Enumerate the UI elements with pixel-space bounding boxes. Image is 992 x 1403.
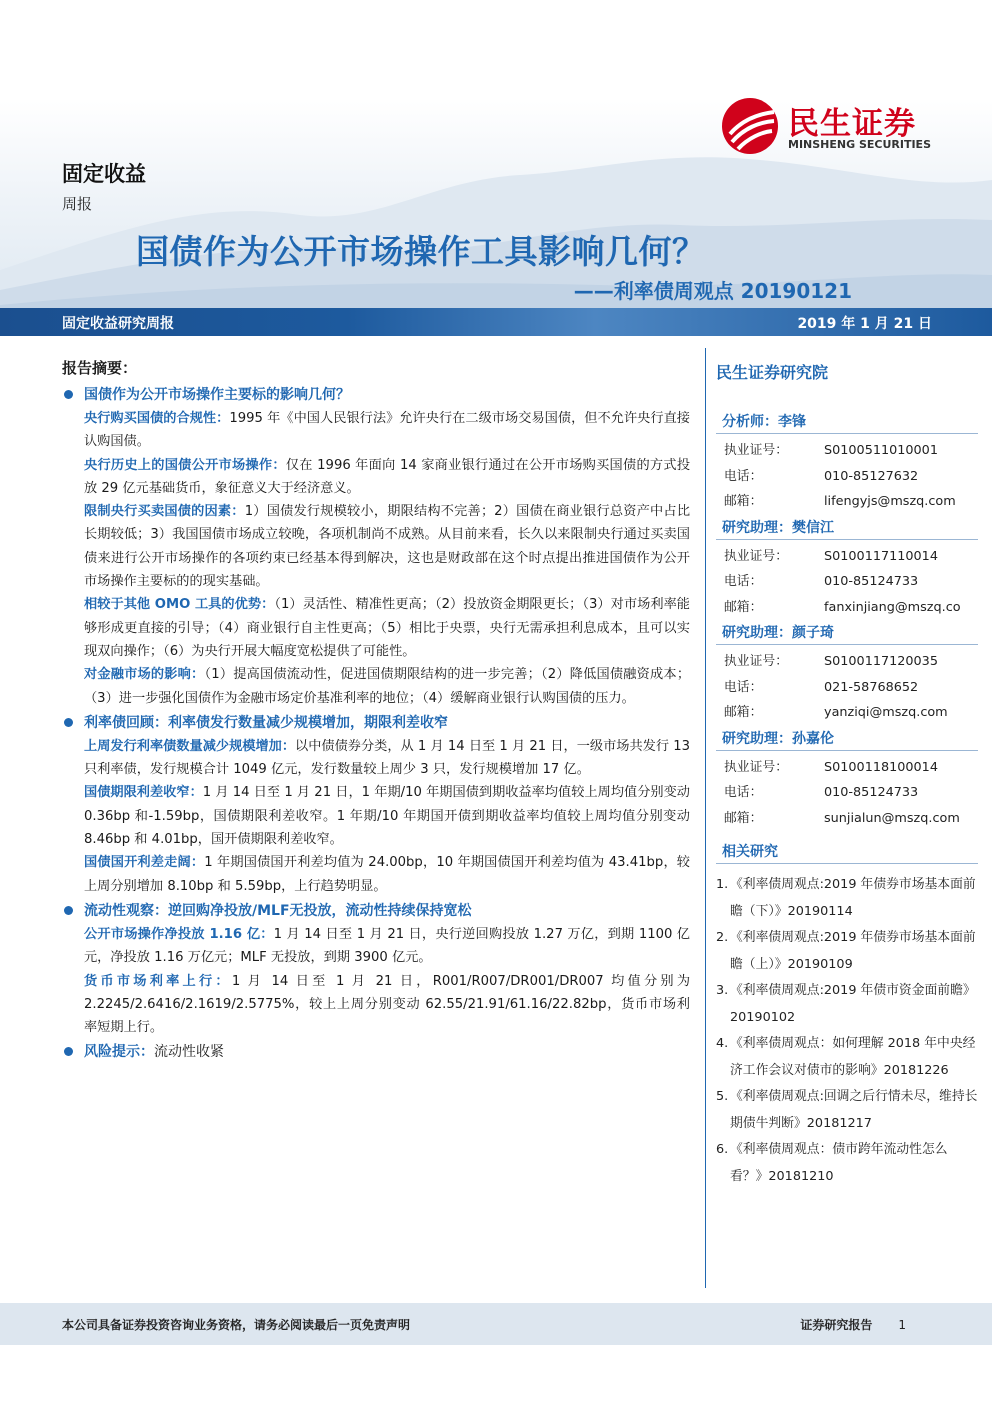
- email-row: 邮箱： lifengyjs@mszq.com: [716, 489, 978, 515]
- related-research-item[interactable]: 4. 《利率债周观点：如何理解 2018 年中央经济工作会议对债市的影响》20181226: [716, 1036, 976, 1078]
- section-heading: 国债作为公开市场操作主要标的影响几何？: [62, 384, 690, 407]
- bullet-icon: [64, 906, 73, 915]
- header-bar: [0, 308, 992, 336]
- analyst-block: [716, 517, 978, 621]
- section-heading: 利率债回顾：利率债发行数量减少规模增加，期限利差收窄: [62, 712, 690, 735]
- header-bar-label: 固定收益研究周报: [62, 316, 174, 332]
- phone-row: 电话： 010-85124733: [724, 785, 919, 800]
- summary-section: [62, 900, 690, 1039]
- page-footer: [0, 1303, 992, 1345]
- company-logo: [720, 96, 950, 156]
- summary-paragraph: 限制央行买卖国债的因素：1）国债发行规模较小，期限结构不完善；2）国债在商业银行总资产中占比长期较低；3）我国国债市场成立较晚，各项机制尚不成熟。从目前来看，长久以来限制央行通过买卖国债来进行公开市场操作的各项约束已经基本得到解决，这也是财政部在这个时点提出推进国债作为公开市场操作主要标的的现实基础。: [84, 504, 691, 590]
- bullet-icon: [64, 390, 73, 399]
- summary-paragraph: 上周发行利率债数量减少规模增加：以中债债券分类，从 1 月 14 日至 1 月 21 日，一级市场共发行 13 只利率债，发行规模合计 1049 亿元，发行数量较上周少 3 只，发行规模增加 17 亿。: [84, 738, 690, 778]
- email-link[interactable]: fanxinjiang@mszq.co: [824, 599, 961, 615]
- analyst-block: [716, 411, 978, 515]
- summary-paragraph: 相较于其他 OMO 工具的优势：（1）灵活性、精准性更高；（2）投放资金期限更长；（3）对市场利率能够形成更直接的引导；（4）商业银行自主性更高；（5）相比于央票，央行无需承担利息成本，且可以实现双向操作；（6）为央行开展大幅度宽松提供了可能性。: [84, 597, 690, 659]
- summary-section: [62, 384, 690, 710]
- summary-paragraph: 货币市场利率上行：1 月 14 日至 1 月 21 日，R001/R007/DR001/DR007 均值分别为 2.2245/2.6416/2.1619/2.5775%，较上上周分别变动 62.55/21.91/61.16/22.82bp，货币市场利率短期上行。: [84, 973, 691, 1036]
- section-heading: 流动性观察：逆回购净投放/MLF无投放，流动性持续保持宽松: [62, 900, 690, 923]
- email-row: 邮箱： yanziqi@mszq.com: [716, 700, 978, 726]
- summary-paragraph: 公开市场操作净投放 1.16 亿：1 月 14 日至 1 月 21 日，央行逆回购投放 1.27 万亿，到期 1100 亿元，净投放 1.16 万亿元；MLF 无投放，到期 3900 亿元。: [84, 926, 690, 966]
- related-research-item[interactable]: 1. 《利率债周观点:2019 年债券市场基本面前瞻（下）》20190114: [716, 877, 976, 919]
- report-header: [0, 0, 992, 336]
- phone-row: 电话： 010-85127632: [724, 468, 919, 484]
- summary-paragraph: 国债国开利差走阔：1 年期国债国开利差均值为 24.00bp，10 年期国债国开利差均值为 43.41bp，较上周分别增加 8.10bp 和 5.59bp，上行趋势明显。: [84, 855, 690, 894]
- phone-row: 电话： 010-85124733: [724, 574, 919, 589]
- analyst-name: 研究助理：颜子琦: [716, 622, 978, 645]
- email-row: 邮箱： fanxinjiang@mszq.co: [716, 595, 978, 621]
- summary-column: [62, 357, 690, 1066]
- phone-row: 电话： 021-58768652: [724, 679, 919, 695]
- analyst-name: 研究助理：樊信江: [716, 517, 978, 540]
- risk-warning: 风险提示：流动性收紧: [62, 1041, 690, 1064]
- bullet-icon: [64, 718, 73, 727]
- report-category: 固定收益: [62, 162, 146, 186]
- sidebar: [716, 360, 978, 1190]
- bullet-icon: [64, 1047, 73, 1056]
- column-divider: [705, 348, 706, 1288]
- summary-section: [62, 712, 690, 898]
- license-row: 执业证号： S0100117120035: [724, 654, 938, 669]
- summary-title: 报告摘要：: [62, 359, 138, 377]
- license-row: 执业证号： S0100117110014: [724, 548, 938, 564]
- related-research-item[interactable]: 3. 《利率债周观点:2019 年债市资金面前瞻》20190102: [716, 983, 976, 1025]
- page-number: 1: [898, 1318, 906, 1332]
- disclaimer-text: 本公司具备证券投资咨询业务资格，请务必阅读最后一页免责声明: [62, 1318, 411, 1332]
- analyst-block: [716, 622, 978, 726]
- summary-paragraph: 对金融市场的影响：（1）提高国债流动性，促进国债期限结构的进一步完善；（2）降低国债融资成本；（3）进一步强化国债作为金融市场定价基准利率的地位；（4）缓解商业银行认购国债的压力。: [84, 667, 691, 706]
- minsheng-logo-icon: [720, 96, 780, 156]
- related-research-item[interactable]: 6. 《利率债周观点：债市跨年流动性怎么看？》20181210: [716, 1142, 948, 1184]
- email-link[interactable]: lifengyjs@mszq.com: [824, 494, 956, 509]
- report-date: 2019 年 1 月 21 日: [797, 316, 932, 332]
- summary-paragraph: 央行购买国债的合规性：1995 年《中国人民银行法》允许央行在二级市场交易国债，但不允许央行直接认购国债。: [84, 411, 690, 450]
- analyst-name: 研究助理：孙嘉伦: [716, 728, 978, 751]
- summary-paragraph: 国债期限利差收窄：1 月 14 日至 1 月 21 日，1 年期/10 年期国债到期收益率均值较上周均值分别变动 0.36bp 和-1.59bp，国债期限利差收窄。1 年期/10 年期国开债到期收益率均值较上周均值分别变动 8.46bp 和 4.01bp，国开债期限利差收窄。: [84, 785, 690, 848]
- related-research-item[interactable]: 2. 《利率债周观点:2019 年债券市场基本面前瞻（上）》20190109: [716, 930, 976, 972]
- license-row: 执业证号： S0100118100014: [724, 759, 938, 775]
- logo-chinese-name: 民生证券: [788, 106, 916, 142]
- related-research-heading: 相关研究: [716, 841, 978, 864]
- email-link[interactable]: sunjialun@mszq.com: [824, 810, 960, 826]
- email-row: 邮箱： sunjialun@mszq.com: [716, 806, 978, 832]
- report-subtitle: ——利率债周观点 20190121: [573, 279, 852, 303]
- analyst-name: 分析师：李锋: [716, 411, 978, 434]
- summary-paragraph: 央行历史上的国债公开市场操作：仅在 1996 年面向 14 家商业银行通过在公开市场购买国债的方式投放 29 亿元基础货币，象征意义大于经济意义。: [84, 457, 691, 496]
- email-link[interactable]: yanziqi@mszq.com: [824, 705, 948, 720]
- license-row: 执业证号： S0100511010001: [724, 443, 938, 458]
- report-title: 国债作为公开市场操作工具影响几何？: [136, 232, 706, 271]
- institute-name: 民生证券研究院: [716, 363, 829, 382]
- footer-report-type: 证券研究报告 1: [800, 1318, 906, 1332]
- report-type: 周报: [62, 195, 93, 213]
- logo-english-name: MINSHENG SECURITIES: [788, 138, 931, 151]
- related-research-item[interactable]: 5. 《利率债周观点:回调之后行情未尽，维持长期债牛判断》20181217: [716, 1089, 978, 1131]
- analyst-block: [716, 728, 978, 832]
- summary-section: [62, 1041, 690, 1064]
